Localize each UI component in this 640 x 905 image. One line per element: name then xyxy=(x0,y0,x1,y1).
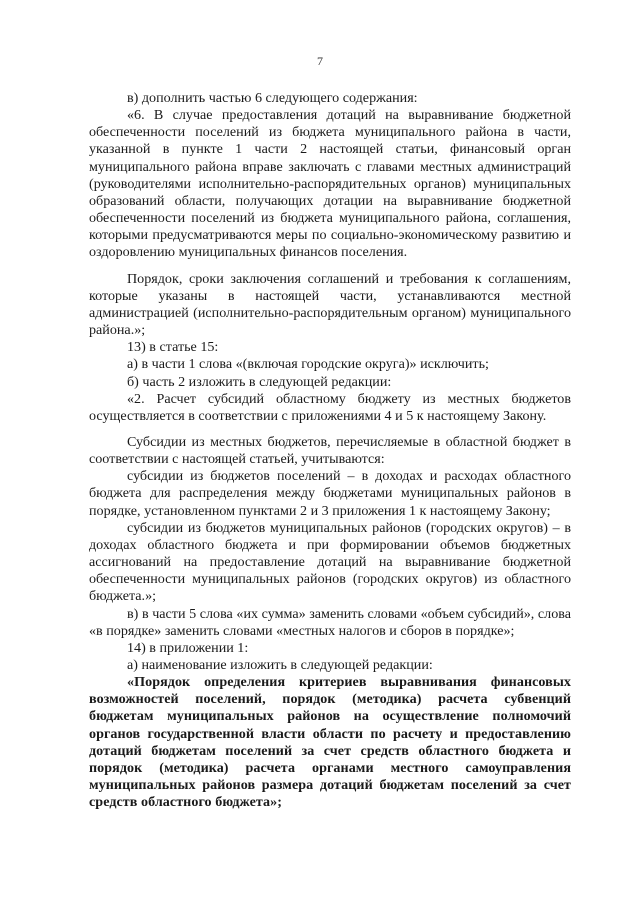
paragraph-10: субсидии из бюджетов муниципальных районов (городских округов) – в доходах областного бюджета и при формировании объемов бюджетных ассигнований на предоставление дотаций на выравнивание бюджетной обеспеченности муниципальных районов (городских округов) из областного бюджета.»; xyxy=(89,519,571,605)
paragraph-11: в) в части 5 слова «их сумма» заменить словами «объем субсидий», слова «в порядке» заменить словами «местных налогов и сборов в порядке»; xyxy=(89,605,571,639)
paragraph-2: «6. В случае предоставления дотаций на выравнивание бюджетной обеспеченности поселений из бюджета муниципального района в части, указанной в пункте 1 части 2 настоящей статьи, финансовый орган муниципального района вправе заключать с главами местных администраций (руководителями исполнительно-распорядительных органов) муниципальных образований области, получающих дотации на выравнивание бюджетной обеспеченности поселений из бюджета муниципального района, соглашения, которыми предусматриваются меры по социально-экономическому развитию и оздоровлению муниципальных финансов поселения. xyxy=(89,107,571,261)
paragraph-12: 14) в приложении 1: xyxy=(127,639,249,656)
paragraph-8: Субсидии из местных бюджетов, перечисляемые в областной бюджет в соответствии с настоящей статьей, учитываются: xyxy=(89,433,571,468)
paragraph-13: а) наименование изложить в следующей редакции: xyxy=(127,657,433,673)
paragraph-5: а) в части 1 слова «(включая городские округа)» исключить; xyxy=(127,356,489,373)
paragraph-1: в) дополнить частью 6 следующего содержания: xyxy=(127,90,418,106)
paragraph-9: субсидии из бюджетов поселений – в доходах и расходах областного бюджета для распределения между бюджетами муниципальных районов в порядке, установленном пунктами 2 и 3 приложения 1 к настоящему Закону; xyxy=(89,468,571,519)
paragraph-14-bold-title: «Порядок определения критериев выравнивания финансовых возможностей поселений, порядок (методика) расчета субвенций бюджетам муниципальных районов на осуществление полномочий органов государственной власти области по расчету и предоставлению дотаций бюджетам поселений за счет средств областного бюджета и порядок (методика) расчета органами местного самоуправления муниципальных районов размера дотаций бюджетам поселений за счет средств областного бюджета»; xyxy=(89,674,571,811)
paragraph-6: б) часть 2 изложить в следующей редакции: xyxy=(127,373,392,390)
document-body xyxy=(89,90,571,811)
paragraph-3: Порядок, сроки заключения соглашений и требования к соглашениям, которые указаны в настоящей части, устанавливаются местной администрацией (исполнительно-распорядительным органом) муниципального района.»; xyxy=(89,270,571,339)
paragraph-7: «2. Расчет субсидий областному бюджету из местных бюджетов осуществляется в соответствии с приложениями 4 и 5 к настоящему Закону. xyxy=(89,390,571,424)
page-number: 7 xyxy=(317,54,323,68)
paragraph-4: 13) в статье 15: xyxy=(127,339,219,356)
